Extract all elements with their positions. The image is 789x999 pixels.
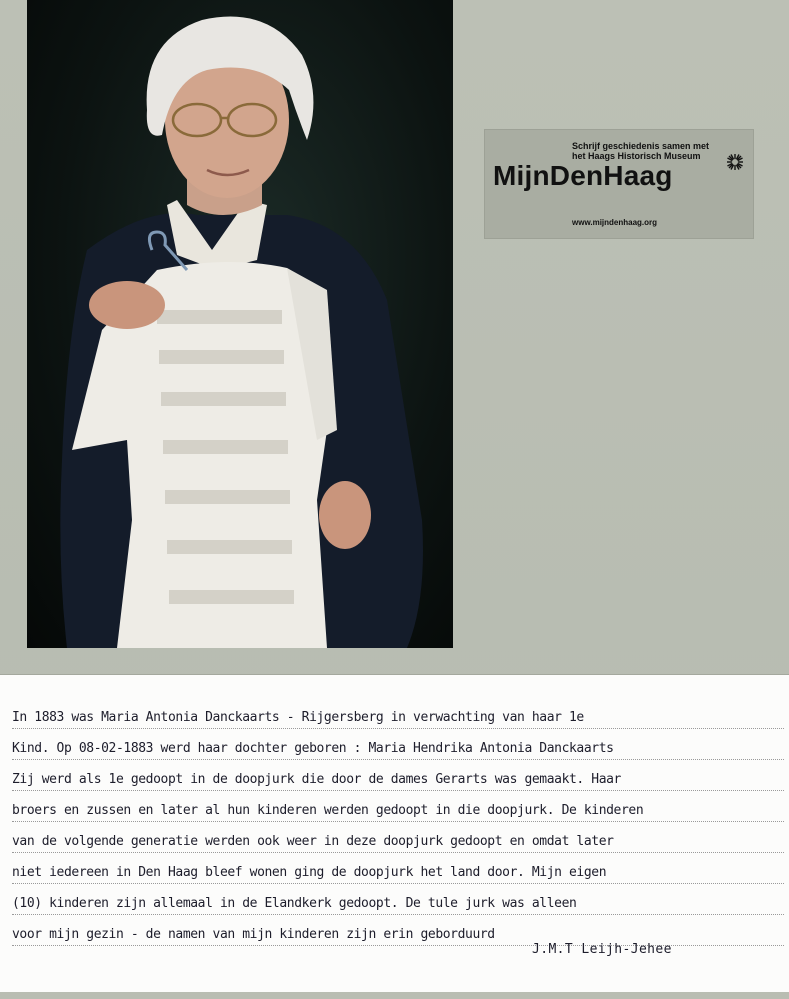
logo-name: MijnDenHaag [493, 160, 673, 191]
logo-tagline: Schrijf geschiedenis samen met het Haags Historisch Museum [572, 141, 710, 161]
note-line: In 1883 was Maria Antonia Danckaarts - Rijgersberg in verwachting van haar 1e [12, 697, 784, 729]
mijndenhaag-logo-card [484, 129, 754, 239]
portrait-illustration [27, 0, 453, 648]
note-line: Kind. Op 08-02-1883 werd haar dochter geboren : Maria Hendrika Antonia Danckaarts [12, 728, 784, 760]
portrait-photo [27, 0, 453, 648]
handwritten-note-card [0, 674, 789, 993]
note-line: voor mijn gezin - de namen van mijn kinderen zijn erin geborduurd [12, 914, 784, 946]
note-line: niet iedereen in Den Haag bleef wonen ging de doopjurk het land door. Mijn eigen [12, 852, 784, 884]
note-line: van de volgende generatie werden ook weer in deze doopjurk gedoopt en omdat later [12, 821, 784, 853]
board-bottom-edge [0, 992, 789, 999]
note-line: Zij werd als 1e gedoopt in de doopjurk die door de dames Gerarts was gemaakt. Haar [12, 759, 784, 791]
logo-url: www.mijndenhaag.org [572, 218, 658, 227]
sunburst-icon [727, 154, 743, 170]
signature: J.M.T Leijh-Jehee [532, 942, 672, 957]
note-line: (10) kinderen zijn allemaal in de Elandkerk gedoopt. De tule jurk was alleen [12, 883, 784, 915]
note-line: broers en zussen en later al hun kinderen werden gedoopt in die doopjurk. De kinderen [12, 790, 784, 822]
